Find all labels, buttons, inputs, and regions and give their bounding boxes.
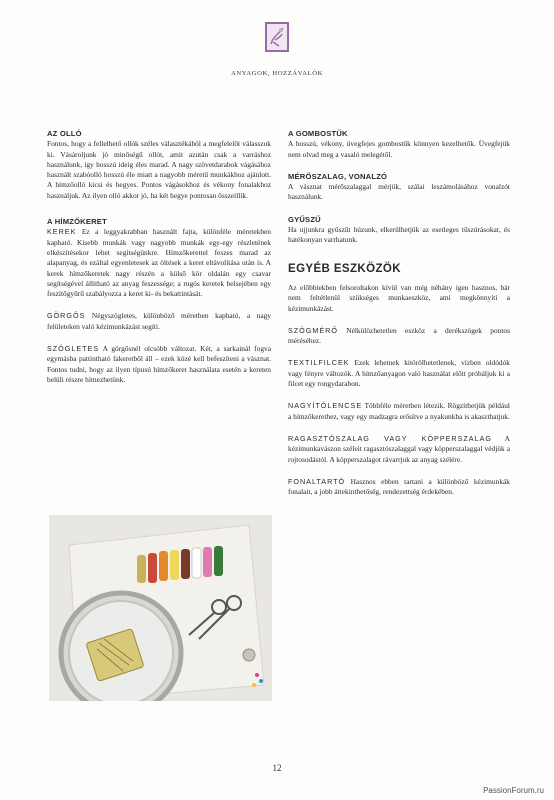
section-gyuszu	[288, 215, 510, 246]
section-egyeb	[288, 264, 510, 314]
hoop-icon	[61, 593, 181, 701]
term-fonaltarto: FONALTARTÓ	[288, 476, 346, 486]
section-gombostuk	[288, 129, 510, 160]
paragraph-ragaszto	[288, 434, 510, 465]
heading-gyuszu: GYŰSZŰ	[288, 214, 321, 224]
text-fonaltarto: Hasznos ebben tartani a különböző kézimunkák fonalait, a jobb áttekinthetőség, rendezettség érdekében.	[288, 476, 510, 497]
paragraph-kerek	[47, 227, 271, 299]
term-szogletes: SZÖGLETES	[47, 344, 100, 354]
running-head: ANYAGOK, HOZZÁVALÓK	[231, 70, 323, 77]
section-nagyito	[288, 401, 510, 422]
paragraph-nagyito	[288, 401, 510, 422]
paragraph-ollo: Fontos, hogy a fellelhető ollók széles választékából a megfelelőt válasszuk ki. Vásároljunk jó minőségű ollót, amit azután csak a varráshoz használunk, így hosszú ideig éles marad. A nagy szövetdarabok vágásához használt szabóolló hosszú éle miatt a nagyobb méretű munkákhoz ajánlott. A hímzőolló kicsi és hegyes. Pontos vágásokhoz és vékony fonalakhoz használjuk. Az ilyen olló akkor jó, ha két hegye pontosan összeillik.	[47, 139, 271, 200]
section-ragaszto	[288, 434, 510, 465]
text-kerek: Ez a leggyakrabban használt fajta, különféle méretekben kapható. Kisebb munkák vagy nagyobb munkák egy-egy részletének elkészítésekor lehet segítségünkre. Hímzőkerettel feszes marad az alapanyag, és ezáltal egyenletesek az öltések a keret eltávolítása után is. A kerek hímzőkeretek nagy részén a külső kör oldalán egy csavar segítségével állítható az anyag feszessége; a rugós keretek belsejében egy feszítőgyűrű szabályozza a keret ki- és bekattintását.	[47, 227, 271, 299]
text-ragaszto: A kézimunkavászon széleit ragasztószalaggal vagy köpperszalaggal védjük a rojtosodástól. A köpperszalagot rávarrjuk az anyag szélére.	[288, 433, 510, 464]
tools-photo	[49, 515, 272, 701]
paragraph-fonaltarto	[288, 477, 510, 498]
heading-meroszalag: MÉRŐSZALAG, VONALZÓ	[288, 171, 388, 181]
page-number: 12	[272, 763, 282, 773]
right-column	[288, 129, 510, 509]
paragraph-gorgos	[47, 311, 271, 332]
term-ragaszto: RAGASZTÓSZALAG VAGY KÖPPERSZALAG	[288, 433, 492, 443]
heading-egyeb: EGYÉB ESZKÖZÖK	[288, 262, 401, 275]
paragraph-meroszalag: A vásznat mérőszalaggal mérjük, szálai leszámolásához vonalzót használunk.	[288, 182, 510, 202]
section-fonaltarto	[288, 477, 510, 498]
text-szogletes: A görgősnél olcsóbb változat. Két, a sarkainál fogva egymásba pattintható fakeretből áll – ezek közé kell befeszíteni a vásznat. Fontos tudni, hogy az ilyen típusú hímzőkeret használata esetén a kereten belüli részre hímezhetünk.	[47, 344, 271, 384]
paragraph-szogletes	[47, 344, 271, 385]
section-szogmero	[288, 326, 510, 347]
heading-gombostuk: A GOMBOSTŰK	[288, 129, 348, 138]
text-szogmero: Nélkülözhetetlen eszköz a derékszögek pontos méréséhez.	[288, 325, 510, 346]
left-column	[47, 129, 271, 397]
section-gorgos	[47, 311, 271, 332]
term-kerek: KEREK	[47, 227, 77, 237]
term-gorgos: GÖRGŐS	[47, 311, 86, 321]
text-textilfilcek: Ezek lehetnek kitörölhetetlenek, vízben oldódók vagy fényre változók. A hímzőanyagon való használat előtt próbáljuk ki a filcet egy rongydarabon.	[288, 358, 510, 389]
paragraph-gyuszu: Ha ujjunkra gyűszűt húzunk, elkerülhetjük az esetleges tűszúrásokat, és hatékonyan varrhatunk.	[288, 225, 510, 245]
section-ollo	[47, 129, 271, 201]
watermark: PassionForum.ru	[483, 786, 544, 795]
paragraph-textilfilcek	[288, 358, 510, 389]
heading-himzokeret: A HÍMZŐKERET	[47, 217, 107, 227]
paragraph-egyeb: Az előbbiekben felsoroltakon kívül van még néhány igen hasznos, bár nem feltétlenül szükséges munkaeszköz, ami megkönnyíti a kézimunkázást.	[288, 282, 510, 313]
heading-ollo: AZ OLLÓ	[47, 129, 82, 138]
section-textilfilcek	[288, 358, 510, 389]
section-szogletes	[47, 344, 271, 385]
term-nagyito: NAGYÍTÓLENCSE	[288, 401, 363, 411]
text-nagyito: Többféle méretben létezik. Rögzíthetjük például a hímzőkerethez, vagy egy madzagra erősítve a nyakunkba is akaszthatjuk.	[288, 401, 510, 421]
term-szogmero: SZÖGMÉRŐ	[288, 325, 338, 335]
thimble-icon	[243, 649, 255, 661]
section-himzokeret	[47, 217, 271, 299]
paragraph-szogmero	[288, 326, 510, 347]
term-textilfilcek: TEXTILFILCEK	[288, 358, 350, 368]
paragraph-gombostuk: A hosszú, vékony, üvegfejes gombostűk könnyen kezelhetők. Üvegfejük nem olvad meg a vasaló melegétől.	[288, 139, 510, 159]
logo-icon	[265, 22, 289, 52]
section-meroszalag	[288, 172, 510, 203]
text-gorgos: Négyszögletes, különböző méretben kapható, a nagy felületeken való kézimunkázást segíti.	[47, 311, 271, 331]
